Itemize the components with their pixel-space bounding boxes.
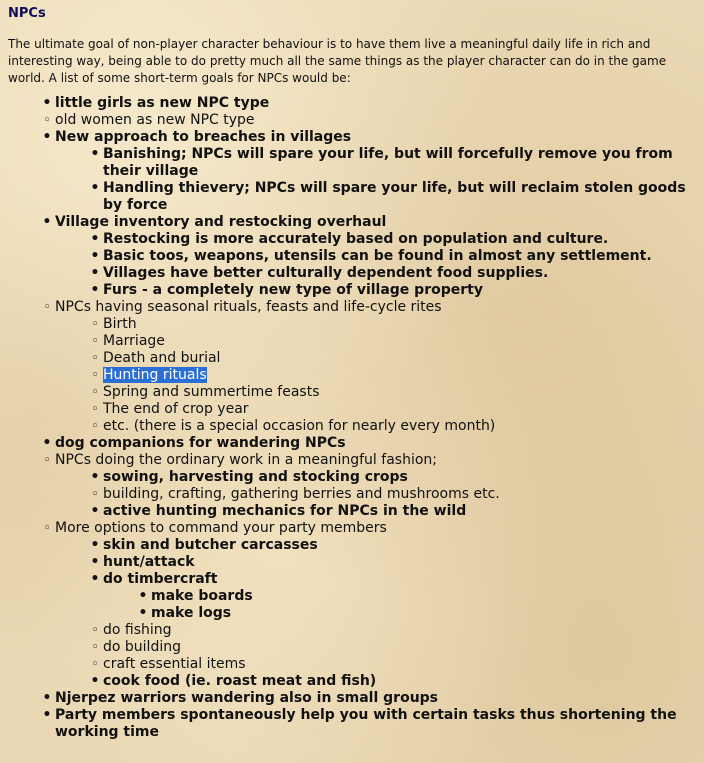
list-item <box>55 452 696 520</box>
list-item <box>55 214 696 299</box>
list-item-text: do fishing <box>103 622 172 638</box>
list-item <box>55 299 696 435</box>
list-item <box>103 333 696 350</box>
bullet-disc-icon <box>90 282 100 299</box>
list-item-text: Njerpez warriors wandering also in small groups <box>55 690 439 706</box>
bullet-disc-icon <box>138 588 148 605</box>
bullet-circle-icon <box>90 622 100 639</box>
bullet-circle-icon <box>90 639 100 656</box>
list-item-text: NPCs doing the ordinary work in a meaningful fashion; <box>55 452 437 468</box>
bullet-disc-icon <box>90 146 100 163</box>
sub-list <box>55 316 696 435</box>
list-item-text: active hunting mechanics for NPCs in the wild <box>103 503 467 519</box>
bullet-circle-icon <box>42 299 52 316</box>
list-item-text: craft essential items <box>103 656 246 672</box>
list-item <box>103 146 696 180</box>
list-item-text: dog companions for wandering NPCs <box>55 435 346 451</box>
list-item <box>103 367 696 384</box>
list-item <box>103 537 696 554</box>
bullet-disc-icon <box>90 537 100 554</box>
list-item <box>55 707 696 741</box>
bullet-circle-icon <box>42 452 52 469</box>
list-item <box>103 571 696 622</box>
list-item <box>55 129 696 214</box>
bullet-disc-icon <box>42 129 52 146</box>
list-item <box>55 95 696 112</box>
bullet-disc-icon <box>90 469 100 486</box>
list-item-text: hunt/attack <box>103 554 195 570</box>
list-item-text: Basic toos, weapons, utensils can be found in almost any settlement. <box>103 248 652 264</box>
list-item-text: cook food (ie. roast meat and fish) <box>103 673 377 689</box>
list-item-text: Party members spontaneously help you with certain tasks thus shortening the working time <box>55 707 677 740</box>
list-item-text: NPCs having seasonal rituals, feasts and life-cycle rites <box>55 299 442 315</box>
list-item <box>55 690 696 707</box>
sub-list <box>103 588 696 622</box>
list-item <box>151 605 696 622</box>
list-item-text: etc. (there is a special occasion for nearly every month) <box>103 418 496 434</box>
list-item <box>103 469 696 486</box>
bullet-disc-icon <box>90 503 100 520</box>
list-item-text: building, crafting, gathering berries and mushrooms etc. <box>103 486 500 502</box>
list-item <box>103 350 696 367</box>
list-item <box>103 384 696 401</box>
bullet-disc-icon <box>42 95 52 112</box>
list-item-text: New approach to breaches in villages <box>55 129 352 145</box>
goals-list <box>8 95 696 741</box>
selected-text: Hunting rituals <box>103 367 207 383</box>
sub-list <box>55 146 696 214</box>
list-item <box>103 622 696 639</box>
bullet-disc-icon <box>42 707 52 724</box>
bullet-circle-icon <box>90 350 100 367</box>
list-item-text: make logs <box>151 605 232 621</box>
list-item-text: Village inventory and restocking overhaul <box>55 214 387 230</box>
bullet-circle-icon <box>42 520 52 537</box>
list-item <box>103 231 696 248</box>
list-item-text: More options to command your party members <box>55 520 387 536</box>
bullet-disc-icon <box>90 265 100 282</box>
list-item-text: little girls as new NPC type <box>55 95 270 111</box>
bullet-circle-icon <box>90 384 100 401</box>
sub-list <box>55 469 696 520</box>
bullet-disc-icon <box>42 690 52 707</box>
list-item <box>103 265 696 282</box>
list-item-text: Death and burial <box>103 350 221 366</box>
list-item-text: skin and butcher carcasses <box>103 537 318 553</box>
list-item-text: make boards <box>151 588 253 604</box>
sub-list <box>55 537 696 690</box>
bullet-disc-icon <box>42 435 52 452</box>
list-item <box>103 282 696 299</box>
list-item-text: Marriage <box>103 333 165 349</box>
list-item <box>103 639 696 656</box>
list-item <box>55 112 696 129</box>
list-item <box>151 588 696 605</box>
page-title: NPCs <box>8 6 46 21</box>
list-item-text: Birth <box>103 316 137 332</box>
bullet-circle-icon <box>90 367 100 384</box>
bullet-circle-icon <box>90 316 100 333</box>
list-item <box>103 401 696 418</box>
bullet-disc-icon <box>90 571 100 588</box>
list-item <box>55 520 696 690</box>
list-item-text: Banishing; NPCs will spare your life, but will forcefully remove you from their village <box>103 146 673 179</box>
list-item-text: Villages have better culturally dependent food supplies. <box>103 265 549 281</box>
bullet-circle-icon <box>42 112 52 129</box>
bullet-disc-icon <box>90 673 100 690</box>
bullet-circle-icon <box>90 486 100 503</box>
bullet-circle-icon <box>90 656 100 673</box>
bullet-disc-icon <box>138 605 148 622</box>
list-item-text: Spring and summertime feasts <box>103 384 320 400</box>
bullet-disc-icon <box>42 214 52 231</box>
bullet-disc-icon <box>90 180 100 197</box>
list-item-text: sowing, harvesting and stocking crops <box>103 469 408 485</box>
list-item <box>103 180 696 214</box>
list-item <box>55 435 696 452</box>
bullet-circle-icon <box>90 401 100 418</box>
list-item-text: The end of crop year <box>103 401 249 417</box>
list-item <box>103 418 696 435</box>
list-item <box>103 316 696 333</box>
list-item-text: Furs - a completely new type of village property <box>103 282 483 298</box>
bullet-disc-icon <box>90 554 100 571</box>
sub-list <box>55 231 696 299</box>
bullet-circle-icon <box>90 418 100 435</box>
list-item <box>103 656 696 673</box>
bullet-disc-icon <box>90 248 100 265</box>
list-item-text: do building <box>103 639 181 655</box>
list-item <box>103 554 696 571</box>
intro-paragraph: The ultimate goal of non-player character behaviour is to have them live a meaningful daily life in rich and interesting way, being able to do pretty much all the same things as the player character can do in the game world. A list of some short-term goals for NPCs would be: <box>8 37 667 85</box>
list-item <box>103 486 696 503</box>
list-item <box>103 673 696 690</box>
list-item <box>103 503 696 520</box>
list-item <box>103 248 696 265</box>
list-item-text: Handling thievery; NPCs will spare your life, but will reclaim stolen goods by force <box>103 180 686 213</box>
list-item-text: Restocking is more accurately based on population and culture. <box>103 231 609 247</box>
bullet-circle-icon <box>90 333 100 350</box>
list-item-text: do timbercraft <box>103 571 218 587</box>
bullet-disc-icon <box>90 231 100 248</box>
list-item-text: old women as new NPC type <box>55 112 255 128</box>
